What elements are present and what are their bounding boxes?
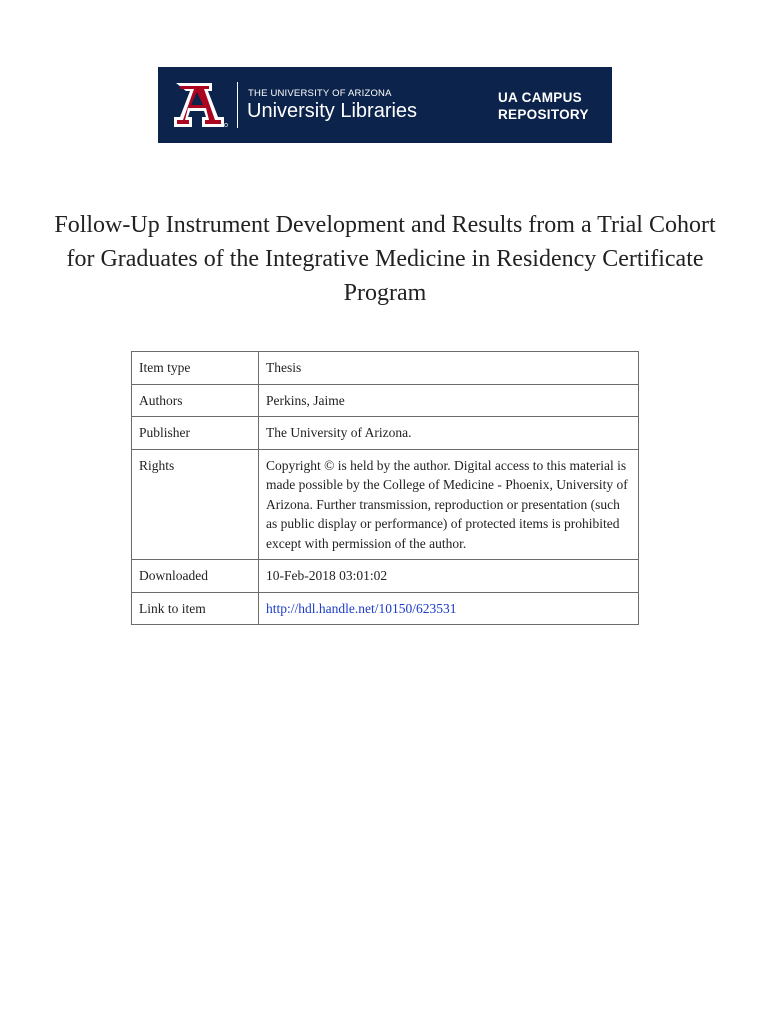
metadata-label: Downloaded — [132, 560, 259, 593]
item-link[interactable]: http://hdl.handle.net/10150/623531 — [266, 600, 457, 616]
metadata-value: Thesis — [259, 352, 639, 385]
metadata-row-authors — [132, 384, 639, 417]
banner-divider — [237, 82, 238, 128]
metadata-value: The University of Arizona. — [259, 417, 639, 450]
metadata-value: 10-Feb-2018 03:01:02 — [259, 560, 639, 593]
metadata-label: Authors — [132, 384, 259, 417]
repository-name — [498, 89, 589, 123]
university-of-arizona-a-logo-icon — [172, 80, 228, 130]
metadata-row-item-type — [132, 352, 639, 385]
institution-name: THE UNIVERSITY OF ARIZONA — [248, 88, 392, 99]
metadata-label: Publisher — [132, 417, 259, 450]
metadata-row-rights — [132, 449, 639, 560]
metadata-label: Rights — [132, 449, 259, 560]
document-title: Follow-Up Instrument Development and Results from a Trial Cohort for Graduates of the Integrative Medicine in Residency Certificate Program — [54, 212, 716, 306]
metadata-value: Copyright © is held by the author. Digital access to this material is made possible by the College of Medicine - Phoenix, University of Arizona. Further transmission, reproduction or presentation (such as public display or performance) of protected items is prohibited except with permission of the author. — [259, 449, 639, 560]
metadata-row-publisher — [132, 417, 639, 450]
repository-name-line-1: UA CAMPUS — [498, 90, 582, 105]
library-name: University Libraries — [247, 100, 418, 122]
repository-name-line-2: REPOSITORY — [498, 107, 589, 122]
metadata-table — [131, 351, 639, 625]
metadata-value: Perkins, Jaime — [259, 384, 639, 417]
metadata-label: Item type — [132, 352, 259, 385]
metadata-row-downloaded — [132, 560, 639, 593]
metadata-label: Link to item — [132, 592, 259, 625]
repository-banner — [158, 67, 612, 143]
metadata-row-link — [132, 592, 639, 625]
metadata-value — [259, 592, 639, 625]
